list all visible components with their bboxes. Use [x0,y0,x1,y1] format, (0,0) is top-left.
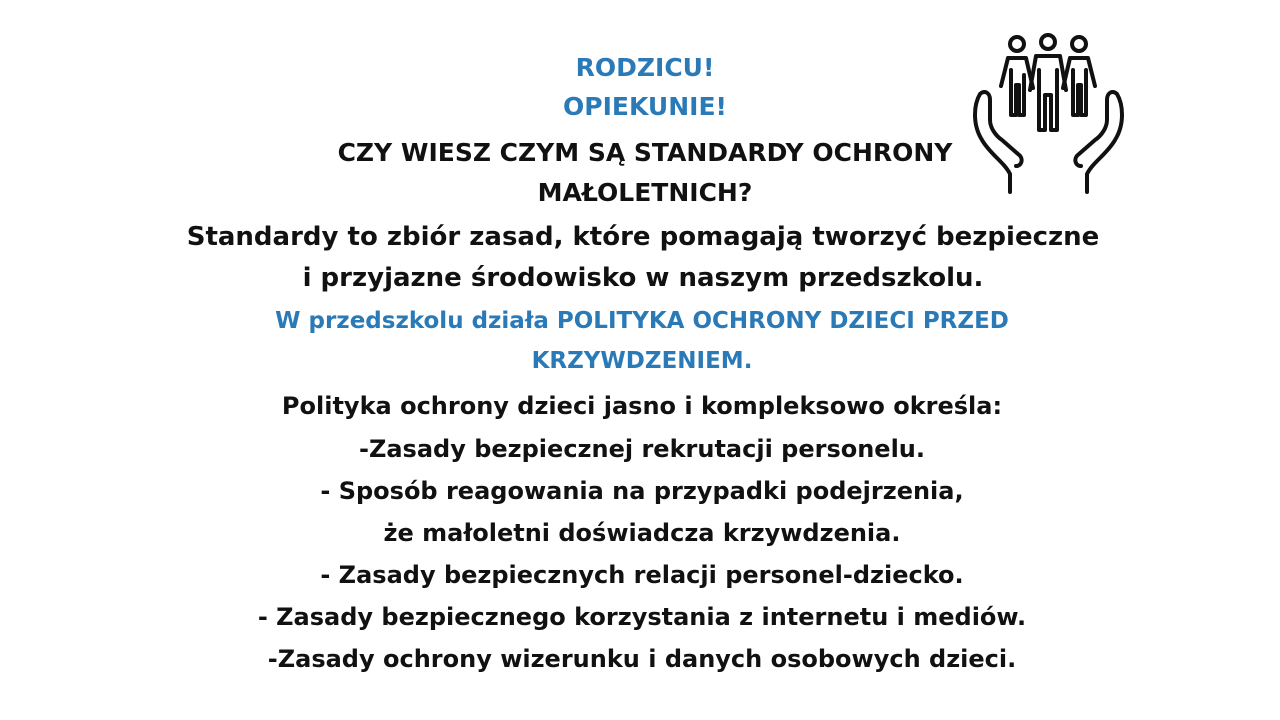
question-line-1: CZY WIESZ CZYM SĄ STANDARDY OCHRONY [337,138,953,167]
hands-holding-family-icon [966,30,1131,195]
list-lead: Polityka ochrony dzieci jasno i kompleksowo określa: [281,392,1003,420]
list-item: - Zasady bezpiecznego korzystania z internetu i mediów. [257,603,1027,631]
list-item: -Zasady ochrony wizerunku i danych osobowych dzieci. [267,645,1017,673]
list-item: - Zasady bezpiecznych relacji personel-dziecko. [320,561,964,589]
intro-line-1: Standardy to zbiór zasad, które pomagają tworzyć bezpieczne [186,222,1100,252]
heading-parent: RODZICU! [575,53,715,82]
list-item: -Zasady bezpiecznej rekrutacji personelu. [358,435,926,463]
policy-line-2: KRZYWDZENIEM. [531,348,753,374]
policy-line-1: W przedszkolu działa POLITYKA OCHRONY DZIECI PRZED [275,308,1009,334]
intro-line-2: i przyjazne środowisko w naszym przedszkolu. [302,263,984,293]
list-item: - Sposób reagowania na przypadki podejrzenia, [320,477,964,505]
list-item: że małoletni doświadcza krzywdzenia. [383,519,901,547]
question-line-2: MAŁOLETNICH? [537,178,753,207]
heading-guardian: OPIEKUNIE! [563,92,727,121]
